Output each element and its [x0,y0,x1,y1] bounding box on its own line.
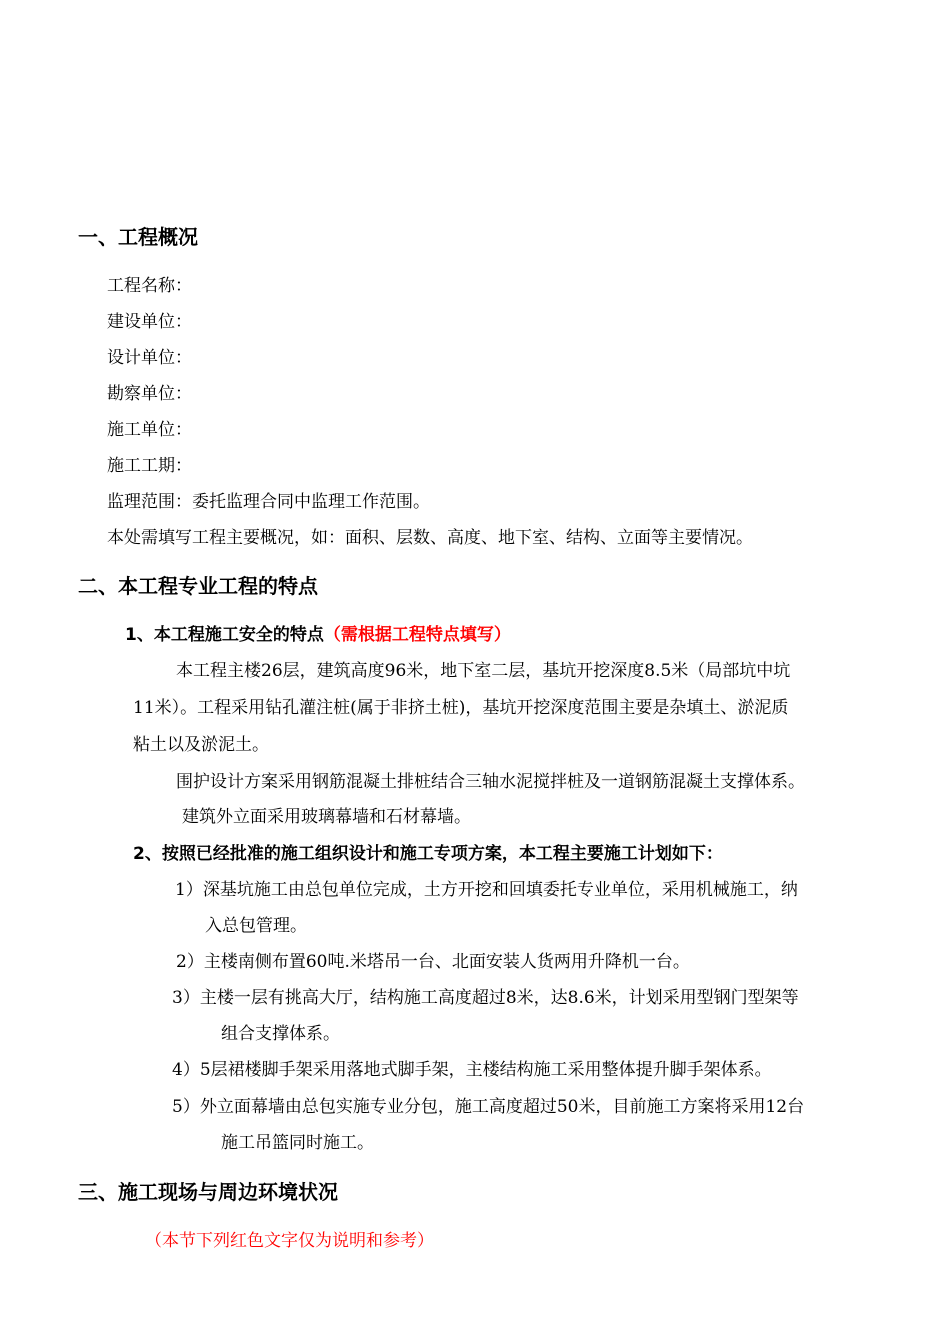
plan-item-5-line-2: 施工吊篮同时施工。 [221,1133,374,1153]
section-1-heading: 一、工程概况 [78,225,198,249]
safety-para-line-2: 11米）。工程采用钻孔灌注桩(属于非挤土桩)，基坑开挖深度范围主要是杂填土、淤泥质 [133,698,789,718]
plan-item-3-line-1: 3）主楼一层有挑高大厅，结构施工高度超过8米，达8.6米，计划采用型钢门型架等 [172,988,799,1008]
safety-para-line-3: 粘土以及淤泥土。 [133,735,269,755]
field-owner: 建设单位： [107,312,192,332]
subsection-2-title: 2、按照已经批准的施工组织设计和施工专项方案，本工程主要施工计划如下： [133,844,723,864]
plan-item-3-line-2: 组合支撑体系。 [221,1024,340,1044]
section-3-heading: 三、施工现场与周边环境状况 [78,1180,338,1204]
plan-item-5-line-1: 5）外立面幕墙由总包实施专业分包，施工高度超过50米，目前施工方案将采用12台 [172,1097,805,1117]
field-designer: 设计单位： [107,348,192,368]
safety-para-3: 建筑外立面采用玻璃幕墙和石材幕墙。 [182,807,471,827]
field-surveyor: 勘察单位： [107,384,192,404]
plan-item-1-line-2: 入总包管理。 [205,916,307,936]
plan-item-2: 2）主楼南侧布置60吨.米塔吊一台、北面安装人货两用升降机一台。 [176,952,690,972]
subsection-1-title-text: 1、本工程施工安全的特点 [125,625,324,645]
section-3-note: （本节下列红色文字仅为说明和参考） [145,1231,434,1251]
safety-para-line-1: 本工程主楼26层，建筑高度96米，地下室二层，基坑开挖深度8.5米（局部坑中坑 [176,661,791,681]
subsection-1-title [125,624,511,646]
plan-item-1-line-1: 1）深基坑施工由总包单位完成，土方开挖和回填委托专业单位，采用机械施工，纳 [175,880,798,900]
subsection-1-title-note: （需根据工程特点填写） [323,625,511,645]
field-schedule: 施工工期： [107,456,192,476]
field-overview-note: 本处需填写工程主要概况，如：面积、层数、高度、地下室、结构、立面等主要情况。 [107,528,753,548]
field-supervision-scope: 监理范围：委托监理合同中监理工作范围。 [107,492,430,512]
safety-para-2: 围护设计方案采用钢筋混凝土排桩结合三轴水泥搅拌桩及一道钢筋混凝土支撑体系。 [176,772,805,792]
plan-item-4: 4）5层裙楼脚手架采用落地式脚手架，主楼结构施工采用整体提升脚手架体系。 [172,1060,772,1080]
field-contractor: 施工单位： [107,420,192,440]
section-2-heading: 二、本工程专业工程的特点 [78,574,318,598]
field-project-name: 工程名称： [107,276,192,296]
